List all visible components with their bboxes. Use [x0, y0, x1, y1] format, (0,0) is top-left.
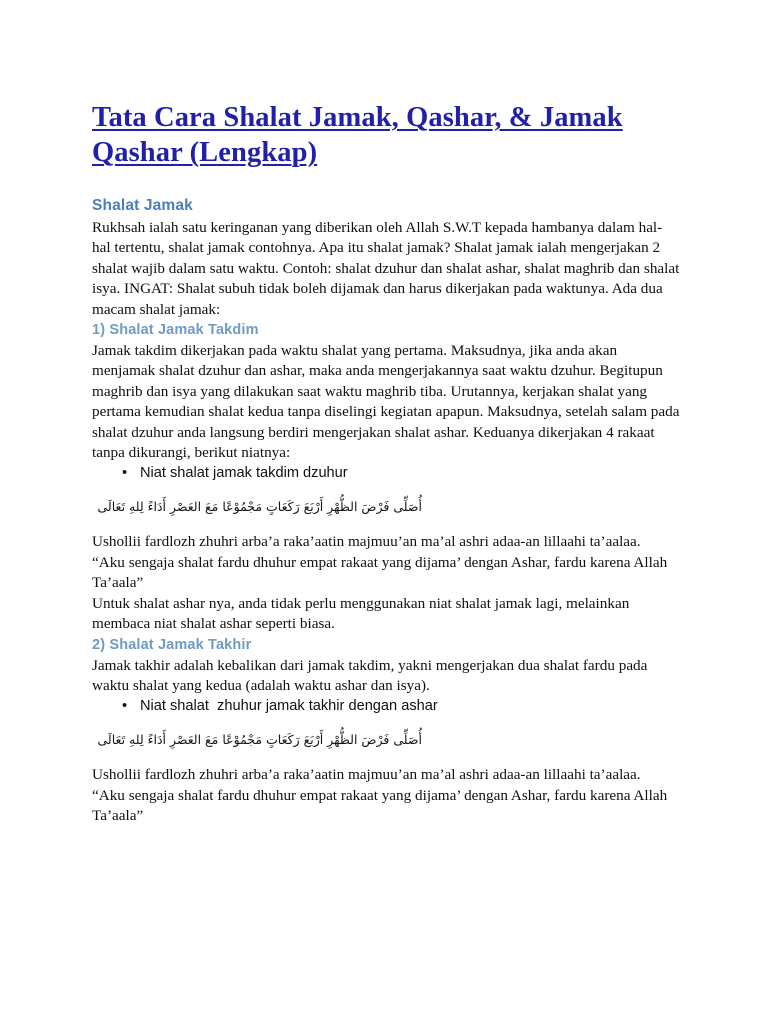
list-item — [92, 696, 680, 717]
page-title — [92, 100, 680, 170]
heading-shalat-jamak: Shalat Jamak — [92, 197, 193, 214]
page-title-line-2: Qashar (Lengkap) — [92, 137, 318, 168]
closing-paragraph-takdim: Untuk shalat ashar nya, anda tidak perlu menggunakan niat shalat jamak lagi, melainkan membaca niat shalat ashar seperti biasa. — [92, 594, 630, 633]
list-item — [92, 463, 680, 484]
paragraph-shalat-jamak-takhir: Jamak takhir adalah kebalikan dari jamak takdim, yakni mengerjakan dua shalat fardu pada waktu shalat yang kedua (adalah waktu ashar dan isya). — [92, 656, 648, 694]
page-title-line-1: Tata Cara Shalat Jamak, Qashar, & Jamak — [92, 102, 623, 133]
heading-shalat-jamak-takdim: 1) Shalat Jamak Takdim — [92, 322, 259, 339]
translation-takdim: “Aku sengaja shalat fardu dhuhur empat rakaat yang dijama’ dengan Ashar, fardu karena Allah Ta’aala” — [92, 553, 668, 592]
heading-shalat-jamak-takhir: 2) Shalat Jamak Takhir — [92, 636, 252, 653]
transliteration-takhir: Ushollii fardlozh zhuhri arba’a raka’aatin majmuu’an ma’al ashri adaa-an lillaahi ta’aalaa. — [92, 766, 641, 784]
document-body — [92, 100, 680, 827]
bullet-list-takhir — [92, 696, 680, 717]
translation-takhir: “Aku sengaja shalat fardu dhuhur empat rakaat yang dijama’ dengan Ashar, fardu karena Allah Ta’aala” — [92, 786, 668, 825]
arabic-niat-takhir: أُصَلِّى فَرْضَ الظُّهْرِ أَرْبَعَ رَكَعَاتٍ مَجْمُوْعًا مَعَ العَصْرِ أَدَاءً لِلهِ تَعَالَى — [97, 732, 422, 748]
arabic-niat-takdim: أُصَلِّى فَرْضَ الظُّهْرِ أَرْبَعَ رَكَعَاتٍ مَجْمُوْعًا مَعَ العَصْرِ أَدَاءً لِلهِ تَعَالَى — [97, 499, 422, 515]
list-item-label: Niat shalat jamak takdim dzuhur — [140, 465, 348, 482]
paragraph-shalat-jamak: Rukhsah ialah satu keringanan yang diberikan oleh Allah S.W.T kepada hambanya dalam hal-hal tertentu, shalat jamak contohnya. Apa itu shalat jamak? Shalat jamak ialah mengerjakan 2 shalat wajib dalam satu waktu. Contoh: shalat dzuhur dan shalat ashar, shalat maghrib dan shalat isya. INGAT: Shalat subuh tidak boleh dijamak dan harus dikerjakan pada waktunya. Ada dua macam shalat jamak: — [92, 219, 680, 318]
transliteration-takdim: Ushollii fardlozh zhuhri arba’a raka’aatin majmuu’an ma’al ashri adaa-an lillaahi ta’aalaa. — [92, 533, 641, 551]
bullet-marker-icon: • — [122, 698, 128, 715]
bullet-marker-icon: • — [122, 465, 128, 482]
bullet-list-takdim — [92, 463, 680, 484]
paragraph-shalat-jamak-takdim: Jamak takdim dikerjakan pada waktu shalat yang pertama. Maksudnya, jika anda akan menjamak shalat dzuhur dan ashar, maka anda mengerjakannya saat waktu dzuhur. Begitupun maghrib dan isya yang dilakukan saat waktu maghrib tiba. Urutannya, kerjakan shalat yang pertama kemudian shalat kedua tanpa diselingi kegiatan apapun. Maksudnya, setelah salam pada shalat dzuhur anda langsung berdiri mengerjakan shalat ashar. Keduanya dikerjakan 4 rakaat tanpa dikurangi, berikut niatnya: — [92, 342, 680, 462]
list-item-label: Niat shalat zhuhur jamak takhir dengan ashar — [140, 698, 438, 715]
